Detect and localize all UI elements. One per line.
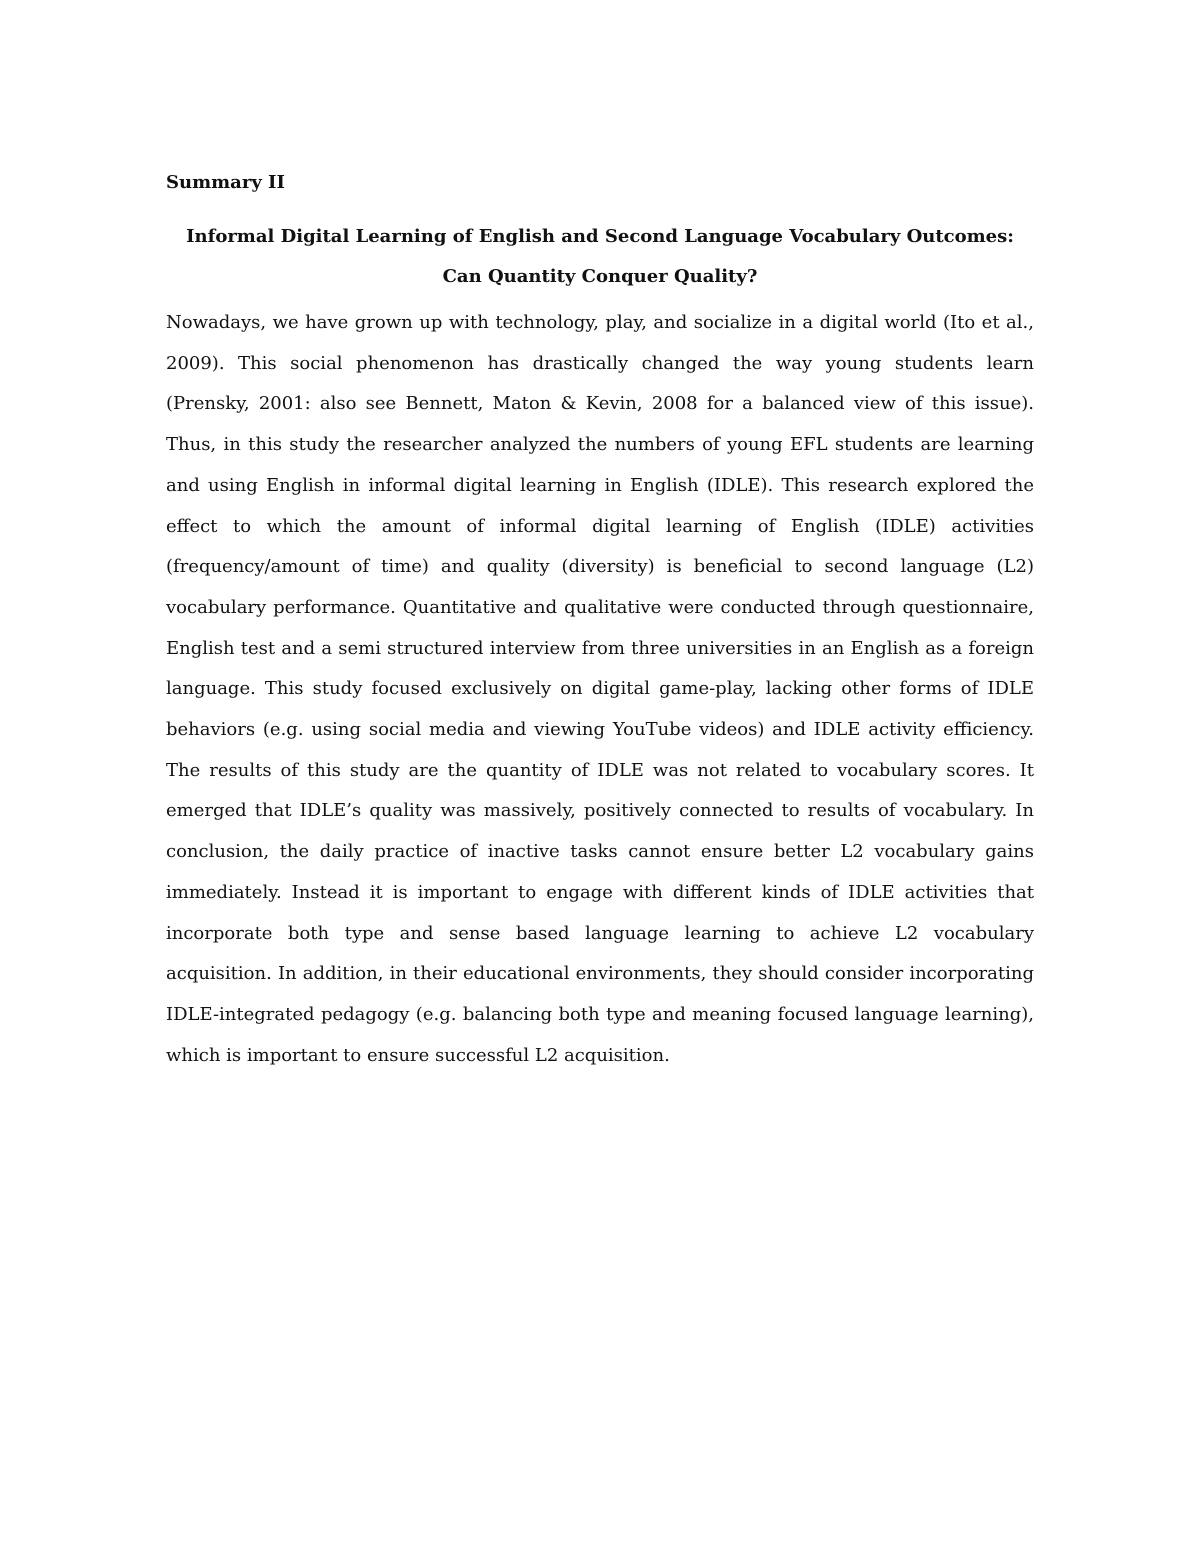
title-line-1: Informal Digital Learning of English and Second Language Vocabulary Outcomes: [186,226,1014,247]
document-title [166,217,1034,297]
title-line-2: Can Quantity Conquer Quality? [442,266,758,287]
summary-paragraph: Nowadays, we have grown up with technology, play, and socialize in a digital world (Ito et al., 2009). This social phenomenon has drastically changed the way young students learn (Prensky, 2001: also see Bennett, Maton & Kevin, 2008 for a balanced view of this issue). Thus, in this study the researcher analyzed the numbers of young EFL students are learning and using English in informal digital learning in English (IDLE). This research explored the effect to which the amount of informal digital learning of English (IDLE) activities (frequency/amount of time) and quality (diversity) is beneficial to second language (L2) vocabulary performance. Quantitative and qualitative were conducted through questionnaire, English test and a semi structured interview from three universities in an English as a foreign language. This study focused exclusively on digital game-play, lacking other forms of IDLE behaviors (e.g. using social media and viewing YouTube videos) and IDLE activity efficiency. The results of this study are the quantity of IDLE was not related to vocabulary scores. It emerged that IDLE’s quality was massively, positively connected to results of vocabulary. In conclusion, the daily practice of inactive tasks cannot ensure better L2 vocabulary gains immediately. Instead it is important to engage with different kinds of IDLE activities that incorporate both type and sense based language learning to achieve L2 vocabulary acquisition. In addition, in their educational environments, they should consider incorporating IDLE-integrated pedagogy (e.g. balancing both type and meaning focused language learning), which is important to ensure successful L2 acquisition. [166,312,1034,1066]
section-label: Summary II [166,172,285,193]
document-content [166,165,1034,1076]
